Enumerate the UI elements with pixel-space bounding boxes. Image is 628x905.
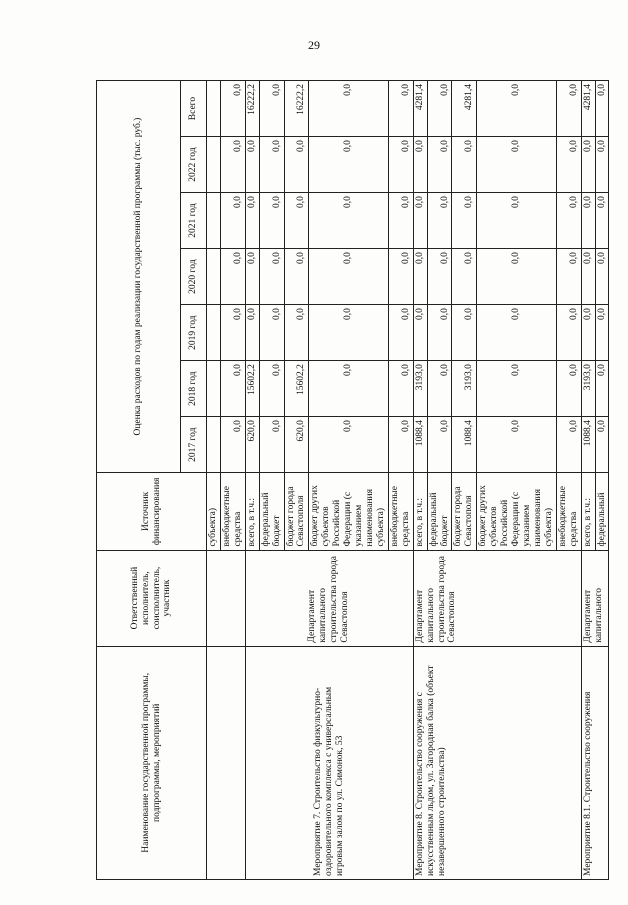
source-cell: бюджет города Севастополя xyxy=(452,473,477,550)
source-cell: всего, в т.ч.: xyxy=(581,473,595,550)
header-year: 2021 год xyxy=(181,193,207,249)
value-cell: 0,0 xyxy=(388,249,413,305)
value-cell xyxy=(207,193,221,249)
value-cell: 0,0 xyxy=(477,417,556,473)
value-cell: 0,0 xyxy=(452,305,477,361)
total-cell: 4281,4 xyxy=(452,81,477,137)
value-cell: 0,0 xyxy=(259,361,284,417)
header-row xyxy=(97,81,181,880)
value-cell: 0,0 xyxy=(477,193,556,249)
value-cell: 0,0 xyxy=(388,137,413,193)
source-cell: бюджет других субъектов Российской Федерации (с указанием наименования субъекта) xyxy=(477,473,556,550)
value-cell: 0,0 xyxy=(309,305,388,361)
total-cell: 0,0 xyxy=(595,81,609,137)
source-cell: всего, в т.ч.: xyxy=(245,473,259,550)
measure-name-cell: Мероприятие 8. Строительство сооружения с искусственным льдом, ул. Загородная балка (объект незавершенного строительства) xyxy=(413,646,581,879)
header-year: 2020 год xyxy=(181,249,207,305)
value-cell: 0,0 xyxy=(309,137,388,193)
value-cell: 0,0 xyxy=(284,305,309,361)
header-year: 2019 год xyxy=(181,305,207,361)
value-cell: 0,0 xyxy=(388,417,413,473)
program-funding-table xyxy=(96,80,609,880)
value-cell: 0,0 xyxy=(595,137,609,193)
value-cell: 0,0 xyxy=(413,193,427,249)
value-cell: 0,0 xyxy=(477,249,556,305)
source-cell: бюджет города Севастополя xyxy=(284,473,309,550)
value-cell: 0,0 xyxy=(284,193,309,249)
source-cell: внебюджетные средства xyxy=(556,473,581,550)
value-cell: 0,0 xyxy=(427,361,452,417)
value-cell: 0,0 xyxy=(452,249,477,305)
total-cell xyxy=(207,81,221,137)
value-cell xyxy=(207,249,221,305)
value-cell: 0,0 xyxy=(556,137,581,193)
value-cell: 620,0 xyxy=(245,417,259,473)
value-cell: 0,0 xyxy=(427,137,452,193)
total-cell: 16222,2 xyxy=(245,81,259,137)
total-cell: 0,0 xyxy=(259,81,284,137)
total-cell: 4281,4 xyxy=(581,81,595,137)
value-cell: 15602,2 xyxy=(284,361,309,417)
value-cell: 0,0 xyxy=(452,193,477,249)
source-cell: федеральный бюджет xyxy=(259,473,284,550)
value-cell: 1088,4 xyxy=(413,417,427,473)
value-cell: 15602,2 xyxy=(245,361,259,417)
value-cell: 0,0 xyxy=(220,305,245,361)
value-cell: 0,0 xyxy=(581,249,595,305)
value-cell: 1088,4 xyxy=(452,417,477,473)
header-year: 2018 год xyxy=(181,361,207,417)
value-cell: 1088,4 xyxy=(581,417,595,473)
value-cell: 0,0 xyxy=(427,249,452,305)
total-cell: 0,0 xyxy=(309,81,388,137)
value-cell: 0,0 xyxy=(259,417,284,473)
header-estimate: Оценка расходов по годам реализации государственной программы (тыс. руб.) xyxy=(97,81,181,473)
total-cell: 0,0 xyxy=(477,81,556,137)
value-cell: 0,0 xyxy=(477,305,556,361)
header-total: Всего xyxy=(181,81,207,137)
value-cell: 0,0 xyxy=(556,361,581,417)
header-year: 2017 год xyxy=(181,417,207,473)
value-cell: 0,0 xyxy=(309,417,388,473)
value-cell: 0,0 xyxy=(427,193,452,249)
value-cell: 0,0 xyxy=(595,305,609,361)
value-cell: 0,0 xyxy=(581,193,595,249)
value-cell: 0,0 xyxy=(427,305,452,361)
header-source: Источник финансирования xyxy=(97,473,207,550)
value-cell: 0,0 xyxy=(595,361,609,417)
responsible-cell xyxy=(207,550,246,646)
value-cell: 0,0 xyxy=(595,249,609,305)
measure-name-cell xyxy=(207,646,246,879)
value-cell: 0,0 xyxy=(309,361,388,417)
value-cell: 0,0 xyxy=(259,249,284,305)
value-cell: 0,0 xyxy=(259,137,284,193)
page-number: 29 xyxy=(308,38,320,52)
value-cell: 0,0 xyxy=(220,417,245,473)
value-cell: 0,0 xyxy=(556,249,581,305)
total-cell: 0,0 xyxy=(220,81,245,137)
source-cell: федеральный xyxy=(595,473,609,550)
value-cell: 0,0 xyxy=(259,305,284,361)
responsible-cell: Департамент капитального xyxy=(581,550,609,646)
value-cell: 0,0 xyxy=(284,137,309,193)
source-cell: внебюджетные средства xyxy=(388,473,413,550)
value-cell: 0,0 xyxy=(581,305,595,361)
header-responsible: Ответственный исполнитель, соисполнитель, участник xyxy=(97,550,207,646)
measure-name-cell: Мероприятие 8.1. Строительство сооружения xyxy=(581,646,609,879)
measure-name-cell: Мероприятие 7. Строительство физкультурно-оздоровительного комплекса с универсальным игровым залом по ул. Симонок, 53 xyxy=(245,646,413,879)
source-cell: субъекта) xyxy=(207,473,221,550)
value-cell: 0,0 xyxy=(220,137,245,193)
source-cell: внебюджетные средства xyxy=(220,473,245,550)
table-row xyxy=(245,81,259,880)
table-row xyxy=(413,81,427,880)
value-cell: 0,0 xyxy=(309,193,388,249)
value-cell: 0,0 xyxy=(413,249,427,305)
total-cell: 0,0 xyxy=(427,81,452,137)
value-cell: 0,0 xyxy=(388,193,413,249)
value-cell: 0,0 xyxy=(245,137,259,193)
value-cell: 3193,0 xyxy=(581,361,595,417)
value-cell: 0,0 xyxy=(581,137,595,193)
value-cell: 0,0 xyxy=(427,417,452,473)
value-cell: 0,0 xyxy=(220,249,245,305)
value-cell: 0,0 xyxy=(245,305,259,361)
value-cell: 0,0 xyxy=(556,193,581,249)
value-cell: 0,0 xyxy=(556,417,581,473)
value-cell: 0,0 xyxy=(220,193,245,249)
responsible-cell: Департамент капитального строительства города Севастополя xyxy=(413,550,581,646)
total-cell: 16222,2 xyxy=(284,81,309,137)
value-cell xyxy=(207,417,221,473)
value-cell: 0,0 xyxy=(413,305,427,361)
source-cell: федеральный бюджет xyxy=(427,473,452,550)
value-cell xyxy=(207,361,221,417)
table-row xyxy=(581,81,595,880)
value-cell: 0,0 xyxy=(595,193,609,249)
value-cell: 0,0 xyxy=(595,417,609,473)
total-cell: 4281,4 xyxy=(413,81,427,137)
value-cell: 3193,0 xyxy=(413,361,427,417)
value-cell xyxy=(207,305,221,361)
value-cell: 0,0 xyxy=(245,193,259,249)
value-cell: 0,0 xyxy=(220,361,245,417)
value-cell: 0,0 xyxy=(245,249,259,305)
responsible-cell: Департамент капитального строительства города Севастополя xyxy=(245,550,413,646)
value-cell: 620,0 xyxy=(284,417,309,473)
value-cell: 0,0 xyxy=(413,137,427,193)
header-year: 2022 год xyxy=(181,137,207,193)
value-cell: 0,0 xyxy=(477,361,556,417)
value-cell xyxy=(207,137,221,193)
source-cell: бюджет других субъектов Российской Федерации (с указанием наименования субъекта) xyxy=(309,473,388,550)
value-cell: 0,0 xyxy=(556,305,581,361)
value-cell: 3193,0 xyxy=(452,361,477,417)
value-cell: 0,0 xyxy=(452,137,477,193)
value-cell: 0,0 xyxy=(284,249,309,305)
rotated-table-sheet xyxy=(96,80,608,880)
value-cell: 0,0 xyxy=(388,305,413,361)
header-name: Наименование государственной программы, подпрограммы, мероприятий xyxy=(97,646,207,879)
value-cell: 0,0 xyxy=(388,361,413,417)
value-cell: 0,0 xyxy=(477,137,556,193)
total-cell: 0,0 xyxy=(556,81,581,137)
value-cell: 0,0 xyxy=(309,249,388,305)
table-row xyxy=(207,81,221,880)
total-cell: 0,0 xyxy=(388,81,413,137)
source-cell: всего, в т.ч.: xyxy=(413,473,427,550)
value-cell: 0,0 xyxy=(259,193,284,249)
